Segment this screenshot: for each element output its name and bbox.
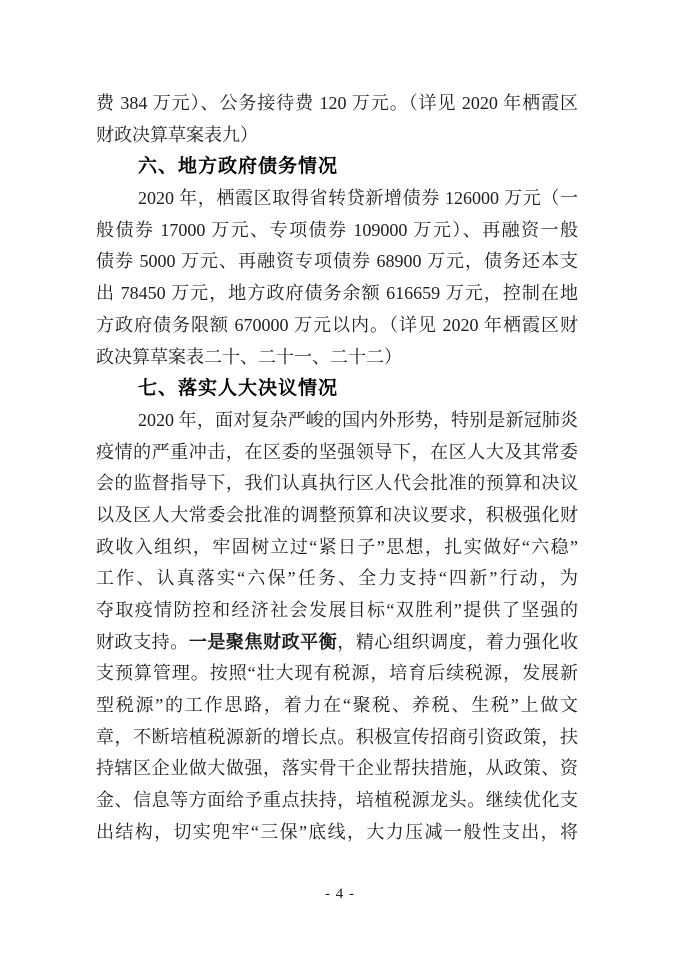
text-line: [96, 627, 578, 659]
text-segment: 财政支持。: [96, 631, 189, 652]
text-line: 夺取疫情防控和经济社会发展目标“双胜利”提供了坚强的: [96, 600, 578, 620]
text-line: 工作、认真落实“六保”任务、全力支持“四新”行动，为: [96, 568, 578, 589]
text-line: 章，不断培植税源新的增长点。积极宣传招商引资政策，扶: [96, 726, 578, 747]
text-line: 持辖区企业做大做强，落实骨干企业帮扶措施，从政策、资: [96, 758, 578, 779]
text-line: 政收入组织，牢固树立过“紧日子”思想，扎实做好“六稳”: [96, 536, 578, 557]
text-line: 疫情的严重冲击，在区委的坚强领导下，在区人大及其常委: [96, 441, 578, 462]
text-line: 债券 5000 万元、再融资专项债券 68900 万元，债务还本支: [96, 251, 578, 272]
bold-phrase: 一是聚焦财政平衡: [188, 631, 338, 652]
text-line: 出结构，切实兜牢“三保”底线，大力压减一般性支出，将: [96, 821, 578, 842]
text-line: 般债券 17000 万元、专项债券 109000 万元）、再融资一般: [96, 219, 578, 240]
text-line: 以及区人大常委会批准的调整预算和决议要求，积极强化财: [96, 504, 578, 525]
text-segment: ，精心组织调度，着力强化收: [337, 631, 578, 652]
text-line: 财政决算草案表九）: [96, 124, 258, 145]
text-line: 出 78450 万元，地方政府债务余额 616659 万元，控制在地: [96, 283, 578, 304]
section-heading: 七、落实人大决议情况: [138, 378, 339, 400]
text-line: 型税源”的工作思路，着力在“聚税、养税、生税”上做文: [96, 695, 578, 716]
document-body: [96, 88, 578, 849]
section-heading: 六、地方政府债务情况: [138, 156, 339, 178]
page-number: - 4 -: [325, 886, 355, 902]
text-line: 政决算草案表二十、二十一、二十二）: [96, 346, 402, 367]
text-line: 费 384 万元）、公务接待费 120 万元。（详见 2020 年栖霞区: [96, 93, 578, 113]
text-line: 方政府债务限额 670000 万元以内。（详见 2020 年栖霞区财: [96, 314, 578, 335]
text-line: 2020 年，面对复杂严峻的国内外形势，特别是新冠肺炎: [138, 409, 578, 430]
text-line: 2020 年，栖霞区取得省转贷新增债券 126000 万元（一: [138, 188, 578, 209]
text-line: 会的监督指导下，我们认真执行区人代会批准的预算和决议: [96, 473, 578, 494]
text-line: 支预算管理。按照“壮大现有税源，培育后续税源，发展新: [96, 663, 578, 684]
text-line: 金、信息等方面给予重点扶持，培植税源龙头。继续优化支: [96, 790, 578, 811]
